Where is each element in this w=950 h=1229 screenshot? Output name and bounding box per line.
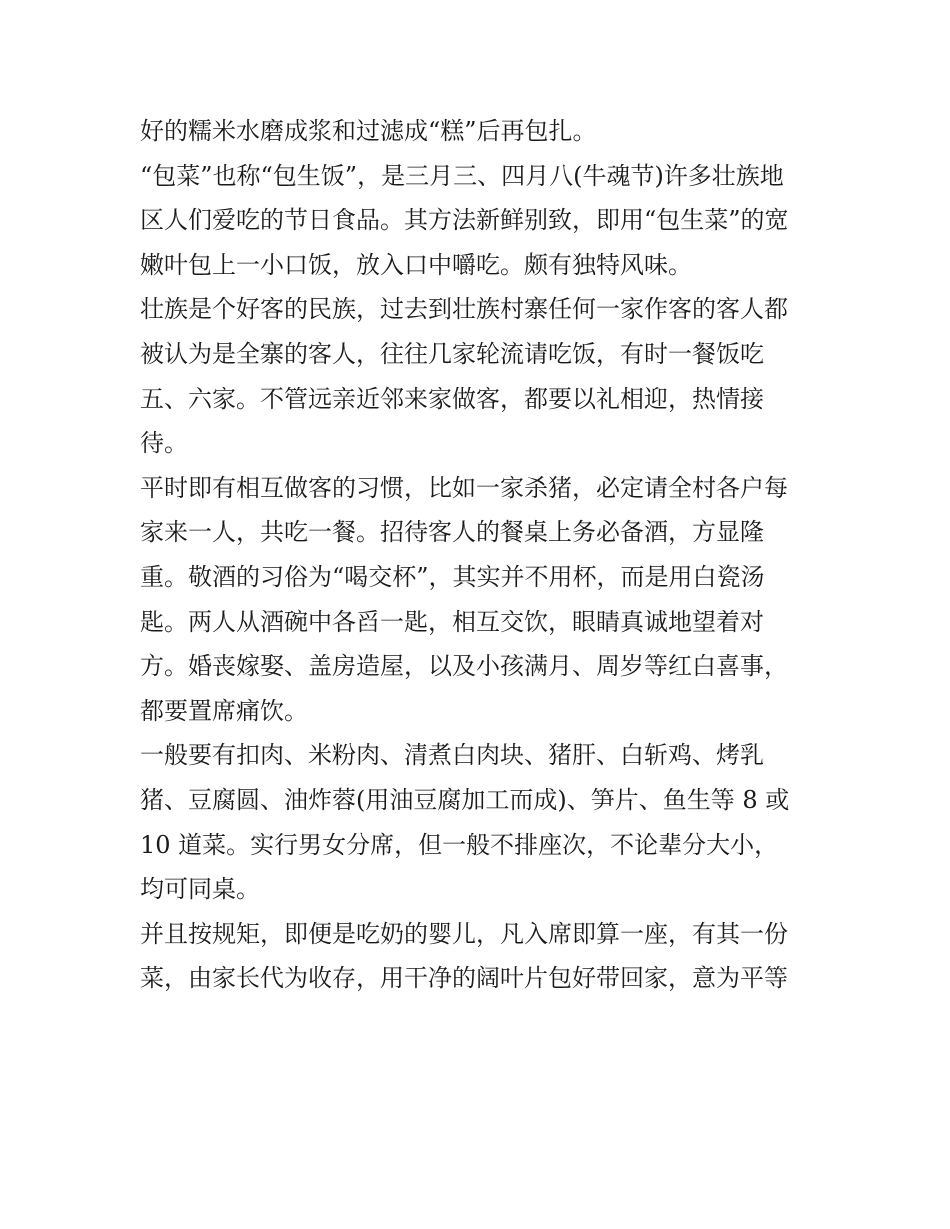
text-line: 壮族是个好客的民族，过去到壮族村寨任何一家作客的客人都: [140, 295, 788, 324]
text-line: 重。敬酒的习俗为“喝交杯”，其实并不用杯，而是用白瓷汤: [140, 562, 765, 591]
text-line: 五、六家。不管远亲近邻来家做客，都要以礼相迎，热情接: [140, 384, 764, 413]
document-body: [140, 109, 820, 1001]
text-line: 好的糯米水磨成浆和过滤成“糕”后再包扎。: [140, 117, 597, 145]
text-line: 均可同桌。: [140, 875, 260, 904]
text-line: 10 道菜。实行男女分席，但一般不排座次，不论辈分大小，: [140, 830, 779, 859]
text-line: “包菜”也称“包生饭”，是三月三、四月八(牛魂节)许多壮族地: [140, 161, 784, 190]
text-line: 待。: [140, 429, 188, 458]
text-line: 被认为是全寨的客人，往往几家轮流请吃饭，有时一餐饭吃: [140, 339, 764, 368]
text-line: 并且按规矩，即便是吃奶的婴儿，凡入席即算一座，有其一份: [140, 919, 788, 948]
text-line: 嫩叶包上一小口饭，放入口中嚼吃。颇有独特风味。: [140, 250, 692, 279]
text-line: 菜，由家长代为收存，用干净的阔叶片包好带回家，意为平等: [140, 964, 788, 993]
text-line: 匙。两人从酒碗中各舀一匙，相互交饮，眼睛真诚地望着对: [140, 607, 764, 636]
text-line: 一般要有扣肉、米粉肉、清煮白肉块、猪肝、白斩鸡、烤乳: [140, 741, 764, 770]
text-line: 平时即有相互做客的习惯，比如一家杀猪，必定请全村各户每: [140, 473, 788, 502]
text-line: 方。婚丧嫁娶、盖房造屋，以及小孩满月、周岁等红白喜事，: [140, 652, 788, 681]
text-line: 区人们爱吃的节日食品。其方法新鲜别致，即用“包生菜”的宽: [140, 206, 789, 235]
text-line: 都要置席痛饮。: [140, 696, 308, 725]
text-line: 猪、豆腐圆、油炸蓉(用油豆腐加工而成)、笋片、鱼生等 8 或: [140, 785, 790, 814]
text-line: 家来一人，共吃一餐。招待客人的餐桌上务必备酒，方显隆: [140, 518, 764, 547]
